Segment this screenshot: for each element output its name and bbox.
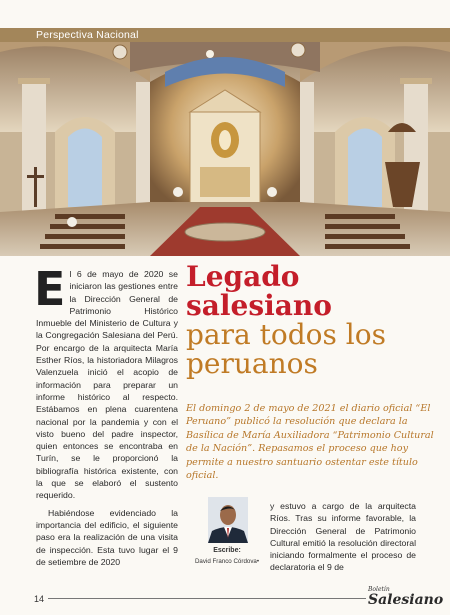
- headline-light: para todos los peruanos: [186, 318, 386, 380]
- author-photo: [208, 497, 248, 543]
- headline-bold: Legado salesiano: [186, 260, 332, 322]
- body-column-left: [34, 262, 178, 573]
- logo-small-text: Boletín: [368, 586, 390, 593]
- magazine-logo: [368, 586, 444, 610]
- section-label: Perspectiva Nacional: [36, 29, 139, 41]
- page-number: 14: [34, 594, 45, 604]
- lead-paragraph: El domingo 2 de mayo de 2021 el diario oficial “El Peruano” publicó la resolución que declara la Basílica de María Auxiliadora “Patrimonio Cultural de la Nación”. Repasamos el proceso que hoy permite a nuestro santuario ostentar este título oficial.: [186, 403, 434, 482]
- body-paragraph-1: [34, 262, 178, 502]
- body-paragraph-2: Habiéndose evidenciado la importancia del edificio, el siguiente paso era la realización de una visita de inspección. Esta tuvo lugar el 9 de setiembre de 2020: [36, 507, 178, 567]
- logo-main-text: Salesiano: [368, 592, 444, 608]
- footer-rule: [48, 598, 366, 599]
- body-paragraph-3: y estuvo a cargo de la arquitecta Ríos. Tras su informe favorable, la Dirección General de Patrimonio Cultural emitió la resolución directoral iniciando formalmente el proceso de declaratoria el 9 de: [270, 501, 416, 573]
- basilica-interior-photo: [0, 42, 450, 256]
- body-paragraph-1-text: l 6 de mayo de 2020 se iniciaron las gestiones entre la Dirección General de Patrimonio Histórico Inmueble del Ministerio de Cultura y la Congregación Salesiana del Perú. Por encargo de la arquitecta María Esther Ríos, la historiadora Milagros Valenzuela inició el acopio de información para preparar un informe histórico al respecto. Estábamos en plena cuarentena nacional por la pandemia y con el visto bueno del padre inspector, quien entonces se encontraba en Turín, se le proporcionó la bibliografía histórica existente, con la que se elaboró el sustento requerido.: [36, 269, 178, 501]
- headline: [186, 262, 442, 378]
- drop-cap: E: [34, 262, 66, 316]
- author-name: David Franco Córdova•: [194, 558, 260, 565]
- author-label: Escribe:: [213, 547, 241, 554]
